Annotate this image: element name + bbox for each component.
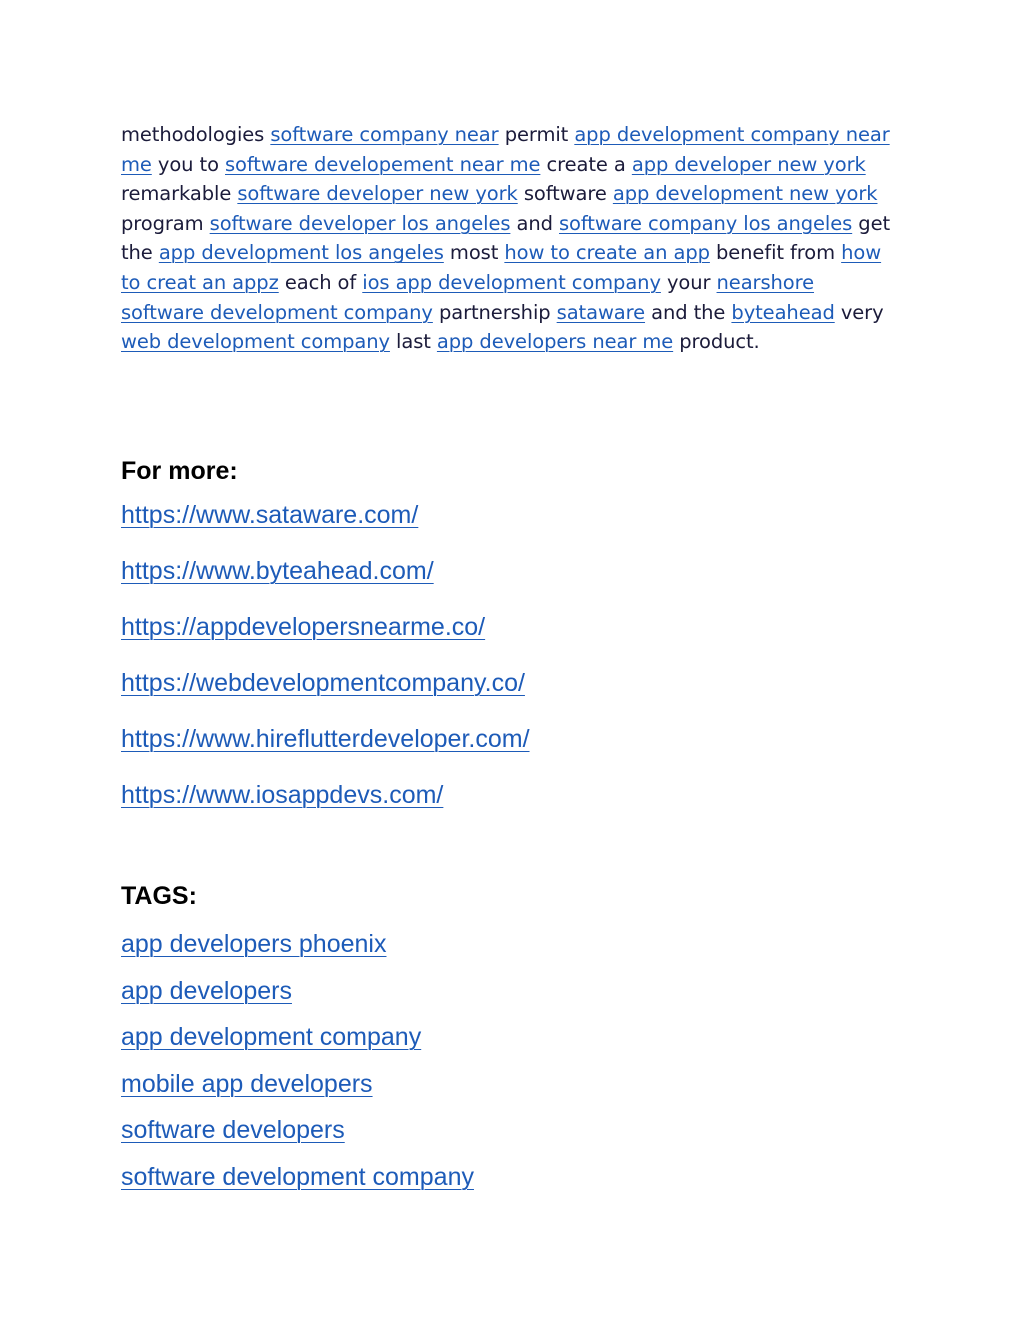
paragraph-text: remarkable — [121, 182, 238, 206]
list-item — [121, 778, 530, 834]
list-item — [121, 1067, 474, 1114]
list-item — [121, 610, 530, 666]
paragraph-text: product. — [673, 330, 760, 354]
url-link-hireflutterdeveloper[interactable]: https://www.hireflutterdeveloper.com/ — [121, 725, 530, 753]
list-item — [121, 498, 530, 554]
tag-link-mobile-app-developers[interactable]: mobile app developers — [121, 1069, 373, 1098]
list-item — [121, 1020, 474, 1067]
url-link-byteahead[interactable]: https://www.byteahead.com/ — [121, 557, 434, 585]
inline-link[interactable]: nearshore software development company — [121, 270, 815, 324]
inline-link[interactable]: software developer new york — [237, 182, 518, 206]
paragraph-text: and — [510, 211, 559, 235]
inline-link[interactable]: ios app development company — [362, 270, 661, 294]
paragraph-text: permit — [498, 123, 575, 146]
inline-link[interactable]: app developer new york — [631, 152, 866, 176]
for-more-heading: For more: — [121, 457, 238, 485]
paragraph-text: software — [517, 182, 613, 206]
inline-link[interactable]: sataware — [556, 300, 646, 324]
paragraph-text: benefit from — [709, 241, 842, 265]
inline-link[interactable]: app developers near me — [436, 330, 674, 354]
paragraph-text: you to — [151, 152, 225, 176]
list-item — [121, 1160, 474, 1207]
url-link-webdevelopmentcompany[interactable]: https://webdevelopmentcompany.co/ — [121, 669, 525, 697]
list-item — [121, 554, 530, 610]
inline-link[interactable]: software developer los angeles — [209, 211, 511, 235]
inline-link[interactable]: software company near — [270, 123, 499, 146]
inline-link[interactable]: how to creat an appz — [121, 241, 882, 294]
paragraph-text: last — [389, 330, 437, 354]
paragraph-text: program — [121, 211, 210, 235]
paragraph-text: each of — [278, 270, 363, 294]
paragraph-text: very — [834, 300, 884, 324]
inline-link[interactable]: app development new york — [612, 182, 878, 206]
paragraph-text: methodologies — [121, 123, 271, 146]
paragraph-text: create a — [540, 152, 632, 176]
inline-link[interactable]: software developement near me — [225, 152, 541, 176]
inline-link[interactable]: byteahead — [731, 300, 835, 324]
inline-link[interactable]: app development company near me — [121, 123, 890, 176]
tag-link-software-development-company[interactable]: software development company — [121, 1162, 474, 1191]
list-item — [121, 974, 474, 1021]
tag-link-app-developers-phoenix[interactable]: app developers phoenix — [121, 930, 387, 958]
tag-link-app-development-company[interactable]: app development company — [121, 1023, 422, 1052]
url-link-iosappdevs[interactable]: https://www.iosappdevs.com/ — [121, 781, 444, 809]
tags-heading: TAGS: — [121, 882, 197, 910]
tags-link-list — [121, 927, 474, 1207]
inline-link[interactable]: app development los angeles — [158, 241, 444, 265]
body-paragraph — [121, 120, 899, 357]
tag-link-software-developers[interactable]: software developers — [121, 1116, 345, 1145]
url-link-sataware[interactable]: https://www.sataware.com/ — [121, 501, 419, 529]
tag-link-app-developers[interactable]: app developers — [121, 976, 292, 1005]
url-link-appdevelopersnearme[interactable]: https://appdevelopersnearme.co/ — [121, 613, 486, 641]
paragraph-text: and the — [645, 300, 732, 324]
list-item — [121, 666, 530, 722]
inline-link[interactable]: how to create an app — [504, 241, 710, 265]
list-item — [121, 722, 530, 778]
list-item — [121, 927, 474, 974]
paragraph-text: partnership — [432, 300, 557, 324]
inline-link[interactable]: web development company — [121, 330, 390, 354]
list-item — [121, 1113, 474, 1160]
inline-link[interactable]: software company los angeles — [559, 211, 853, 235]
paragraph-text: your — [660, 270, 717, 294]
paragraph-text: get the — [121, 211, 891, 265]
for-more-link-list — [121, 498, 530, 834]
paragraph-text: most — [443, 241, 505, 265]
